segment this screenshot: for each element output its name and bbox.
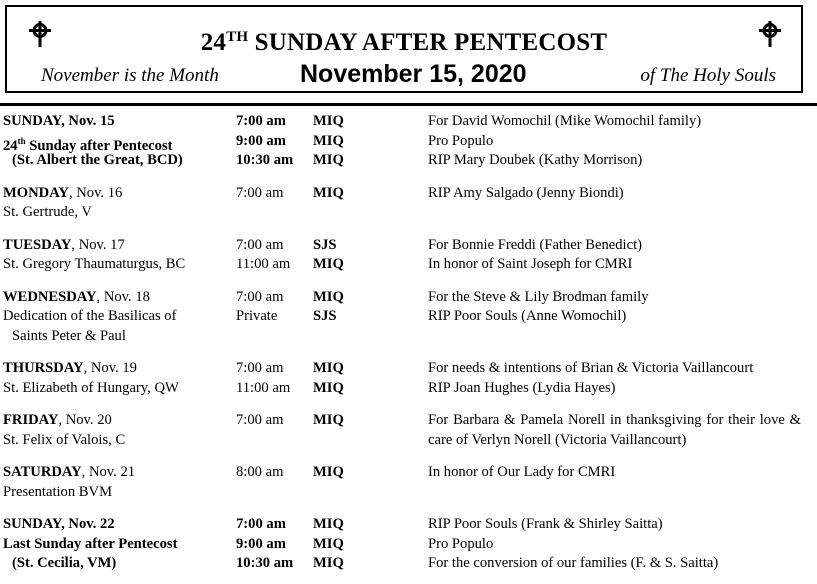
feast-label: St. Felix of Valois, C: [3, 431, 126, 448]
mass-intention: For the Steve & Lily Brodman family: [428, 288, 649, 305]
priest-code: MIQ: [313, 113, 344, 129]
mass-intention: In honor of Saint Joseph for CMRI: [428, 256, 633, 272]
feast-label: (St. Cecilia, VM): [12, 555, 117, 571]
priest-code: MIQ: [313, 288, 344, 305]
priest-code: MIQ: [313, 152, 344, 168]
priest-code: MIQ: [313, 184, 344, 201]
mass-time: 8:00 am: [236, 464, 284, 480]
mass-schedule: [0, 112, 817, 574]
mass-intention: For Bonnie Freddi (Father Benedict): [428, 236, 642, 253]
priest-code: MIQ: [313, 412, 344, 428]
mass-time: 7:00 am: [236, 113, 286, 129]
feast-label: Last Sunday after Pentecost: [3, 535, 178, 552]
priest-code: MIQ: [313, 379, 344, 396]
feast-label: St. Gertrude, V: [3, 204, 92, 220]
day-label: SATURDAY, Nov. 21: [3, 464, 136, 480]
schedule-day-wednesday: [0, 288, 817, 347]
priest-code: MIQ: [313, 360, 344, 376]
bulletin-date: November 15, 2020: [300, 60, 527, 88]
month-note: November is the Month: [41, 65, 219, 86]
day-label: THURSDAY, Nov. 19: [3, 360, 137, 376]
schedule-day-friday: [0, 411, 817, 450]
mass-time: 7:00 am: [236, 516, 286, 532]
mass-time: 7:00 am: [236, 360, 284, 376]
schedule-day-thursday: [0, 359, 817, 398]
day-label: SUNDAY, Nov. 22: [3, 516, 115, 532]
mass-intention: For Barbara & Pamela Norell in thanksgiving for their love & care of Verlyn Norell (Victoria Vaillancourt): [428, 412, 801, 448]
mass-intention: RIP Poor Souls (Anne Womochil): [428, 308, 627, 324]
mass-time: 9:00 am: [236, 132, 286, 149]
page-title: 24TH SUNDAY AFTER PENTECOST: [200, 29, 608, 56]
mass-intention: RIP Poor Souls (Frank & Shirley Saitta): [428, 516, 663, 532]
schedule-day-sunday-15: [0, 112, 817, 171]
mass-intention: RIP Joan Hughes (Lydia Hayes): [428, 379, 616, 396]
mass-intention: Pro Populo: [428, 132, 494, 149]
mass-intention: For needs & intentions of Brian & Victoria Vaillancourt: [428, 360, 754, 376]
priest-code: MIQ: [313, 555, 344, 571]
mass-time: 7:00 am: [236, 412, 284, 428]
schedule-day-saturday: [0, 463, 817, 502]
mass-time: 11:00 am: [236, 256, 291, 272]
feast-label: Saints Peter & Paul: [12, 327, 126, 344]
priest-code: MIQ: [313, 516, 344, 532]
schedule-day-monday: [0, 184, 817, 223]
priest-code: SJS: [313, 236, 337, 253]
feast-label: 24th Sunday after Pentecost: [3, 135, 173, 154]
priest-code: MIQ: [313, 535, 344, 552]
schedule-day-sunday-22: [0, 515, 817, 574]
mass-time: 7:00 am: [236, 236, 284, 253]
mass-time: 7:00 am: [236, 184, 284, 201]
month-note-end: of The Holy Souls: [640, 65, 776, 86]
mass-intention: For David Womochil (Mike Womochil family): [428, 113, 702, 129]
feast-label: St. Elizabeth of Hungary, QW: [3, 379, 179, 396]
day-label: TUESDAY, Nov. 17: [3, 236, 125, 253]
mass-time: Private: [236, 308, 278, 324]
mass-intention: RIP Amy Salgado (Jenny Biondi): [428, 184, 624, 201]
priest-code: MIQ: [313, 256, 344, 272]
feast-label: Presentation BVM: [3, 483, 113, 500]
bulletin-header: [5, 5, 803, 93]
day-label: WEDNESDAY, Nov. 18: [3, 288, 150, 305]
mass-time: 11:00 am: [236, 379, 291, 396]
mass-intention: RIP Mary Doubek (Kathy Morrison): [428, 152, 643, 168]
divider: [0, 103, 817, 106]
day-label: SUNDAY, Nov. 15: [3, 113, 115, 129]
mass-intention: In honor of Our Lady for CMRI: [428, 464, 616, 480]
priest-code: MIQ: [313, 132, 344, 149]
mass-time: 7:00 am: [236, 288, 284, 305]
day-label: MONDAY, Nov. 16: [3, 184, 123, 201]
feast-label: St. Gregory Thaumaturgus, BC: [3, 256, 186, 272]
mass-intention: For the conversion of our families (F. & S. Saitta): [428, 555, 719, 571]
mass-intention: Pro Populo: [428, 535, 494, 552]
priest-code: SJS: [313, 308, 337, 324]
mass-time: 9:00 am: [236, 535, 286, 552]
feast-label: (St. Albert the Great, BCD): [12, 152, 183, 168]
mass-time: 10:30 am: [236, 555, 294, 571]
mass-time: 10:30 am: [236, 152, 294, 168]
schedule-day-tuesday: [0, 236, 817, 275]
day-label: FRIDAY, Nov. 20: [3, 412, 112, 428]
priest-code: MIQ: [313, 464, 344, 480]
feast-label: Dedication of the Basilicas of: [3, 308, 177, 324]
